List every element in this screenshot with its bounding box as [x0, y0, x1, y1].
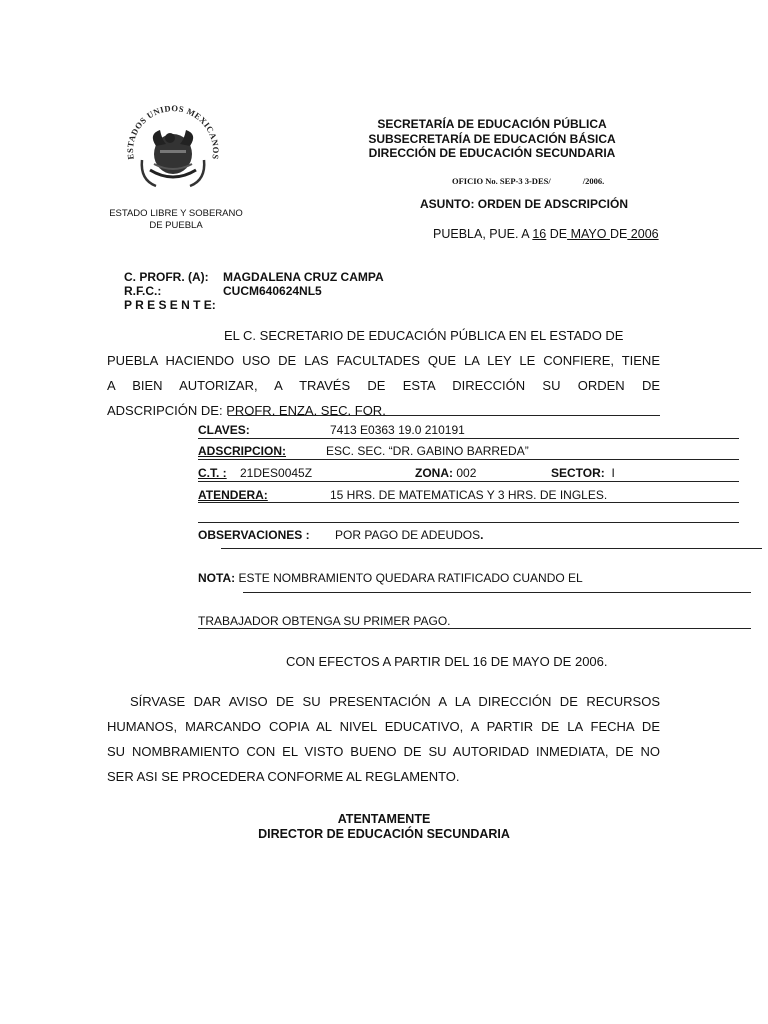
signature-line1: ATENTAMENTE — [337, 812, 431, 826]
seal-caption-line1: ESTADO LIBRE Y SOBERANO — [109, 208, 243, 219]
nota-line1 — [198, 571, 583, 585]
body-line3: A BIEN AUTORIZAR, A TRAVÉS DE ESTA DIRECCIÓN SU ORDEN DE — [107, 378, 660, 393]
coat-of-arms-seal — [120, 100, 226, 196]
observaciones-value — [335, 528, 484, 542]
recipient-name: MAGDALENA CRUZ CAMPA — [223, 270, 384, 284]
sector-value: I — [611, 466, 615, 480]
observaciones-text: POR PAGO DE ADEUDOS — [335, 528, 481, 542]
blank-line — [198, 522, 739, 523]
oficio-number — [452, 176, 604, 186]
claves-value: 7413 E0363 19.0 210191 — [330, 423, 465, 437]
closing-line1: SÍRVASE DAR AVISO DE SU PRESENTACIÓN A LA DIRECCIÓN DE RECURSOS — [130, 694, 660, 709]
ct-value: 21DES0045Z — [240, 466, 313, 480]
oficio-label: OFICIO No. SEP-3 3-DES/ — [452, 176, 551, 186]
body-paragraph — [107, 323, 660, 423]
zona-label: ZONA: — [415, 466, 453, 480]
nota-line2: TRABAJADOR OBTENGA SU PRIMER PAGO. — [198, 614, 451, 628]
recipient-rfc-label: R.F.C.: — [124, 284, 162, 298]
atendera-value: 15 HRS. DE MATEMATICAS Y 3 HRS. DE INGLES. — [330, 488, 608, 502]
body-line1: EL C. SECRETARIO DE EDUCACIÓN PÚBLICA EN EL ESTADO DE — [224, 328, 624, 343]
zona-value: 002 — [456, 466, 477, 480]
adscripcion-value: ESC. SEC. “DR. GABINO BARREDA” — [326, 444, 529, 458]
sector-field — [551, 466, 615, 480]
letterhead-line2: SUBSECRETARÍA DE EDUCACIÓN BÁSICA — [368, 131, 616, 146]
ct-underline — [198, 481, 739, 482]
presente-label: P R E S E N T E: — [124, 298, 216, 312]
nota-label: NOTA: — [198, 571, 236, 585]
date-year: 2006 — [627, 227, 659, 241]
atendera-underline — [198, 502, 739, 503]
recipient-rfc: CUCM640624NL5 — [223, 284, 322, 298]
closing-line4: SER ASI SE PROCEDERA CONFORME AL REGLAMENTO. — [107, 769, 460, 784]
adscripcion-label-text: ADSCRIPCION: — [198, 444, 287, 458]
recipient-name-label: C. PROFR. (A): — [124, 270, 209, 284]
closing-line2: HUMANOS, MARCANDO COPIA AL NIVEL EDUCATIVO, A PARTIR DE LA FECHA DE — [107, 719, 660, 734]
date-month: MAYO — [567, 227, 610, 241]
ct-label — [198, 466, 227, 480]
body-line4-prefix: ADSCRIPCIÓN DE: — [107, 403, 227, 418]
observaciones-label-text: OBSERVACIONES : — [198, 528, 310, 542]
claves-label — [198, 423, 250, 437]
subject-line: ASUNTO: ORDEN DE ADSCRIPCIÓN — [420, 197, 629, 211]
date-day: 16 — [532, 227, 547, 241]
date-prefix: PUEBLA, PUE. A — [433, 227, 533, 241]
observaciones-label — [198, 528, 310, 542]
body-line2: PUEBLA HACIENDO USO DE LAS FACULTADES QUE LA LEY LE CONFIERE, TIENE — [107, 353, 660, 368]
seal-caption-line2: DE PUEBLA — [149, 220, 203, 231]
seal-caption — [92, 208, 260, 232]
adscripcion-underline — [198, 459, 739, 460]
letterhead — [300, 117, 684, 161]
observaciones-underline — [221, 548, 762, 549]
oficio-year: /2006. — [582, 176, 605, 186]
letterhead-line1: SECRETARÍA DE EDUCACIÓN PÚBLICA — [377, 117, 607, 131]
recipient-block — [124, 270, 384, 312]
nota-underline-2 — [198, 628, 751, 629]
sector-label: SECTOR: — [551, 466, 605, 480]
nota-underline-1 — [243, 592, 751, 593]
zona-field — [415, 466, 476, 480]
signature-block — [180, 812, 588, 842]
nota-text-1: ESTE NOMBRAMIENTO QUEDARA RATIFICADO CUANDO EL — [235, 571, 583, 585]
date-de1: DE — [546, 227, 568, 241]
svg-text:ESTADOS UNIDOS MEXICANOS: ESTADOS UNIDOS MEXICANOS — [124, 103, 222, 161]
adscripcion-type-underline — [228, 415, 660, 416]
claves-underline — [198, 438, 739, 439]
ct-label-text: C.T. : — [198, 466, 227, 480]
date-line — [433, 227, 659, 241]
closing-line3: SU NOMBRAMIENTO CON EL VISTO BUENO DE SU AUTORIDAD INMEDIATA, DE NO — [107, 744, 660, 759]
efectos-line: CON EFECTOS A PARTIR DEL 16 DE MAYO DE 2006. — [286, 654, 608, 669]
adscripcion-type: PROFR. ENZA. SEC. FOR. — [226, 403, 386, 418]
atendera-label-text: ATENDERA: — [198, 488, 268, 502]
adscripcion-label — [198, 444, 286, 458]
closing-paragraph — [107, 689, 660, 789]
date-de2: DE — [609, 227, 628, 241]
atendera-label — [198, 488, 268, 502]
observaciones-period: . — [480, 528, 484, 542]
signature-line2: DIRECTOR DE EDUCACIÓN SECUNDARIA — [258, 827, 510, 841]
letterhead-line3: DIRECCIÓN DE EDUCACIÓN SECUNDARIA — [368, 146, 616, 160]
claves-label-text: CLAVES: — [198, 423, 250, 437]
